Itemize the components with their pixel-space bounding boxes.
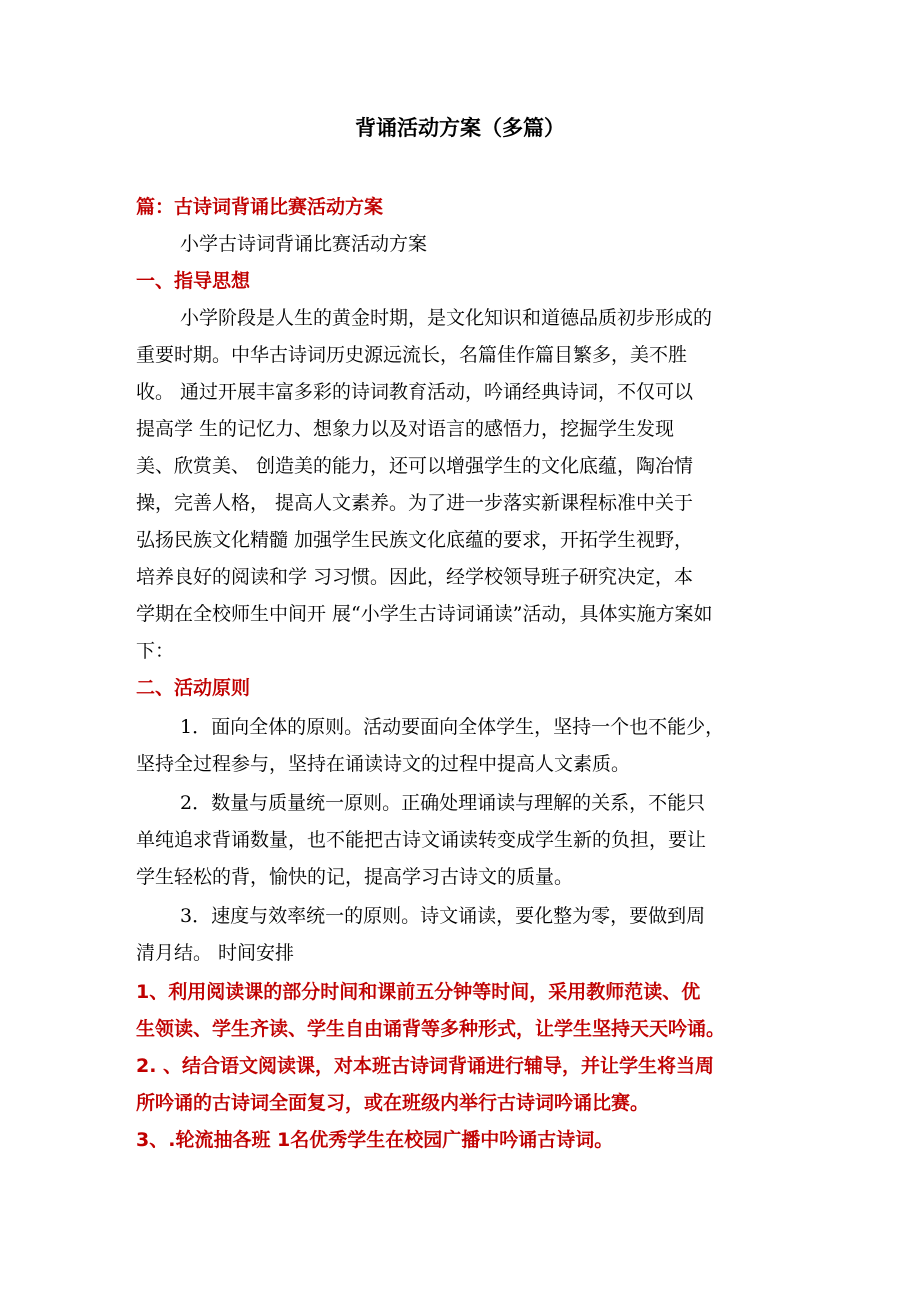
- para1-line: 美、欣赏美、 创造美的能力，还可以增强学生的文化底蕴，陶冶情: [136, 455, 694, 477]
- principle2-line: 学生轻松的背，愉快的记，提高学习古诗文的质量。: [136, 866, 574, 888]
- section-header: 篇：古诗词背诵比赛活动方案: [136, 196, 384, 218]
- para1-line: 操，完善人格， 提高人文素养。为了进一步落实新课程标准中关于: [136, 492, 694, 514]
- schedule-line: 生领读、学生齐读、学生自由诵背等多种形式，让学生坚持天天吟诵。: [136, 1018, 726, 1040]
- para1-line: 培养良好的阅读和学 习习惯。因此，经学校领导班子研究决定，本: [136, 566, 694, 588]
- principle3-line: 清月结。 时间安排: [136, 942, 295, 964]
- schedule-line: 3、.轮流抽各班 1名优秀学生在校园广播中吟诵古诗词。: [136, 1129, 614, 1151]
- document-title: 背诵活动方案（多篇）: [355, 116, 565, 140]
- para1-line: 学期在全校师生中间开 展“小学生古诗词诵读”活动，具体实施方案如: [136, 603, 713, 625]
- para1-line: 收。 通过开展丰富多彩的诗词教育活动，吟诵经典诗词，不仅可以: [136, 381, 694, 403]
- principle3-line: 3．速度与效率统一的原则。诗文诵读，要化整为零，要做到周: [180, 905, 706, 927]
- schedule-line: 1、利用阅读课的部分时间和课前五分钟等时间，采用教师范读、优: [136, 981, 701, 1003]
- subtitle: 小学古诗词背诵比赛活动方案: [180, 233, 428, 255]
- heading-activity-principles: 二、活动原则: [136, 677, 251, 699]
- heading-guiding-ideology: 一、指导思想: [136, 270, 251, 292]
- schedule-line: 2. 、结合语文阅读课，对本班古诗词背诵进行辅导，并让学生将当周: [136, 1055, 715, 1077]
- schedule-line: 所吟诵的古诗词全面复习，或在班级内举行古诗词吟诵比赛。: [136, 1092, 650, 1114]
- para1-line: 小学阶段是人生的黄金时期，是文化知识和道德品质初步形成的: [180, 307, 713, 329]
- principle2-line: 单纯追求背诵数量，也不能把古诗文诵读转变成学生新的负担，要让: [136, 829, 707, 851]
- para1-line: 提高学 生的记忆力、想象力以及对语言的感悟力，挖掘学生发现: [136, 418, 675, 440]
- principle1-line: 坚持全过程参与，坚持在诵读诗文的过程中提高人文素质。: [136, 753, 631, 775]
- principle2-line: 2．数量与质量统一原则。正确处理诵读与理解的关系，不能只: [180, 792, 706, 814]
- principle1-line: 1．面向全体的原则。活动要面向全体学生，坚持一个也不能少，: [180, 716, 725, 738]
- para1-line: 下：: [136, 640, 175, 662]
- para1-line: 重要时期。中华古诗词历史源远流长，名篇佳作篇目繁多，美不胜: [136, 344, 688, 366]
- para1-line: 弘扬民族文化精髓 加强学生民族文化底蕴的要求，开拓学生视野，: [136, 529, 694, 551]
